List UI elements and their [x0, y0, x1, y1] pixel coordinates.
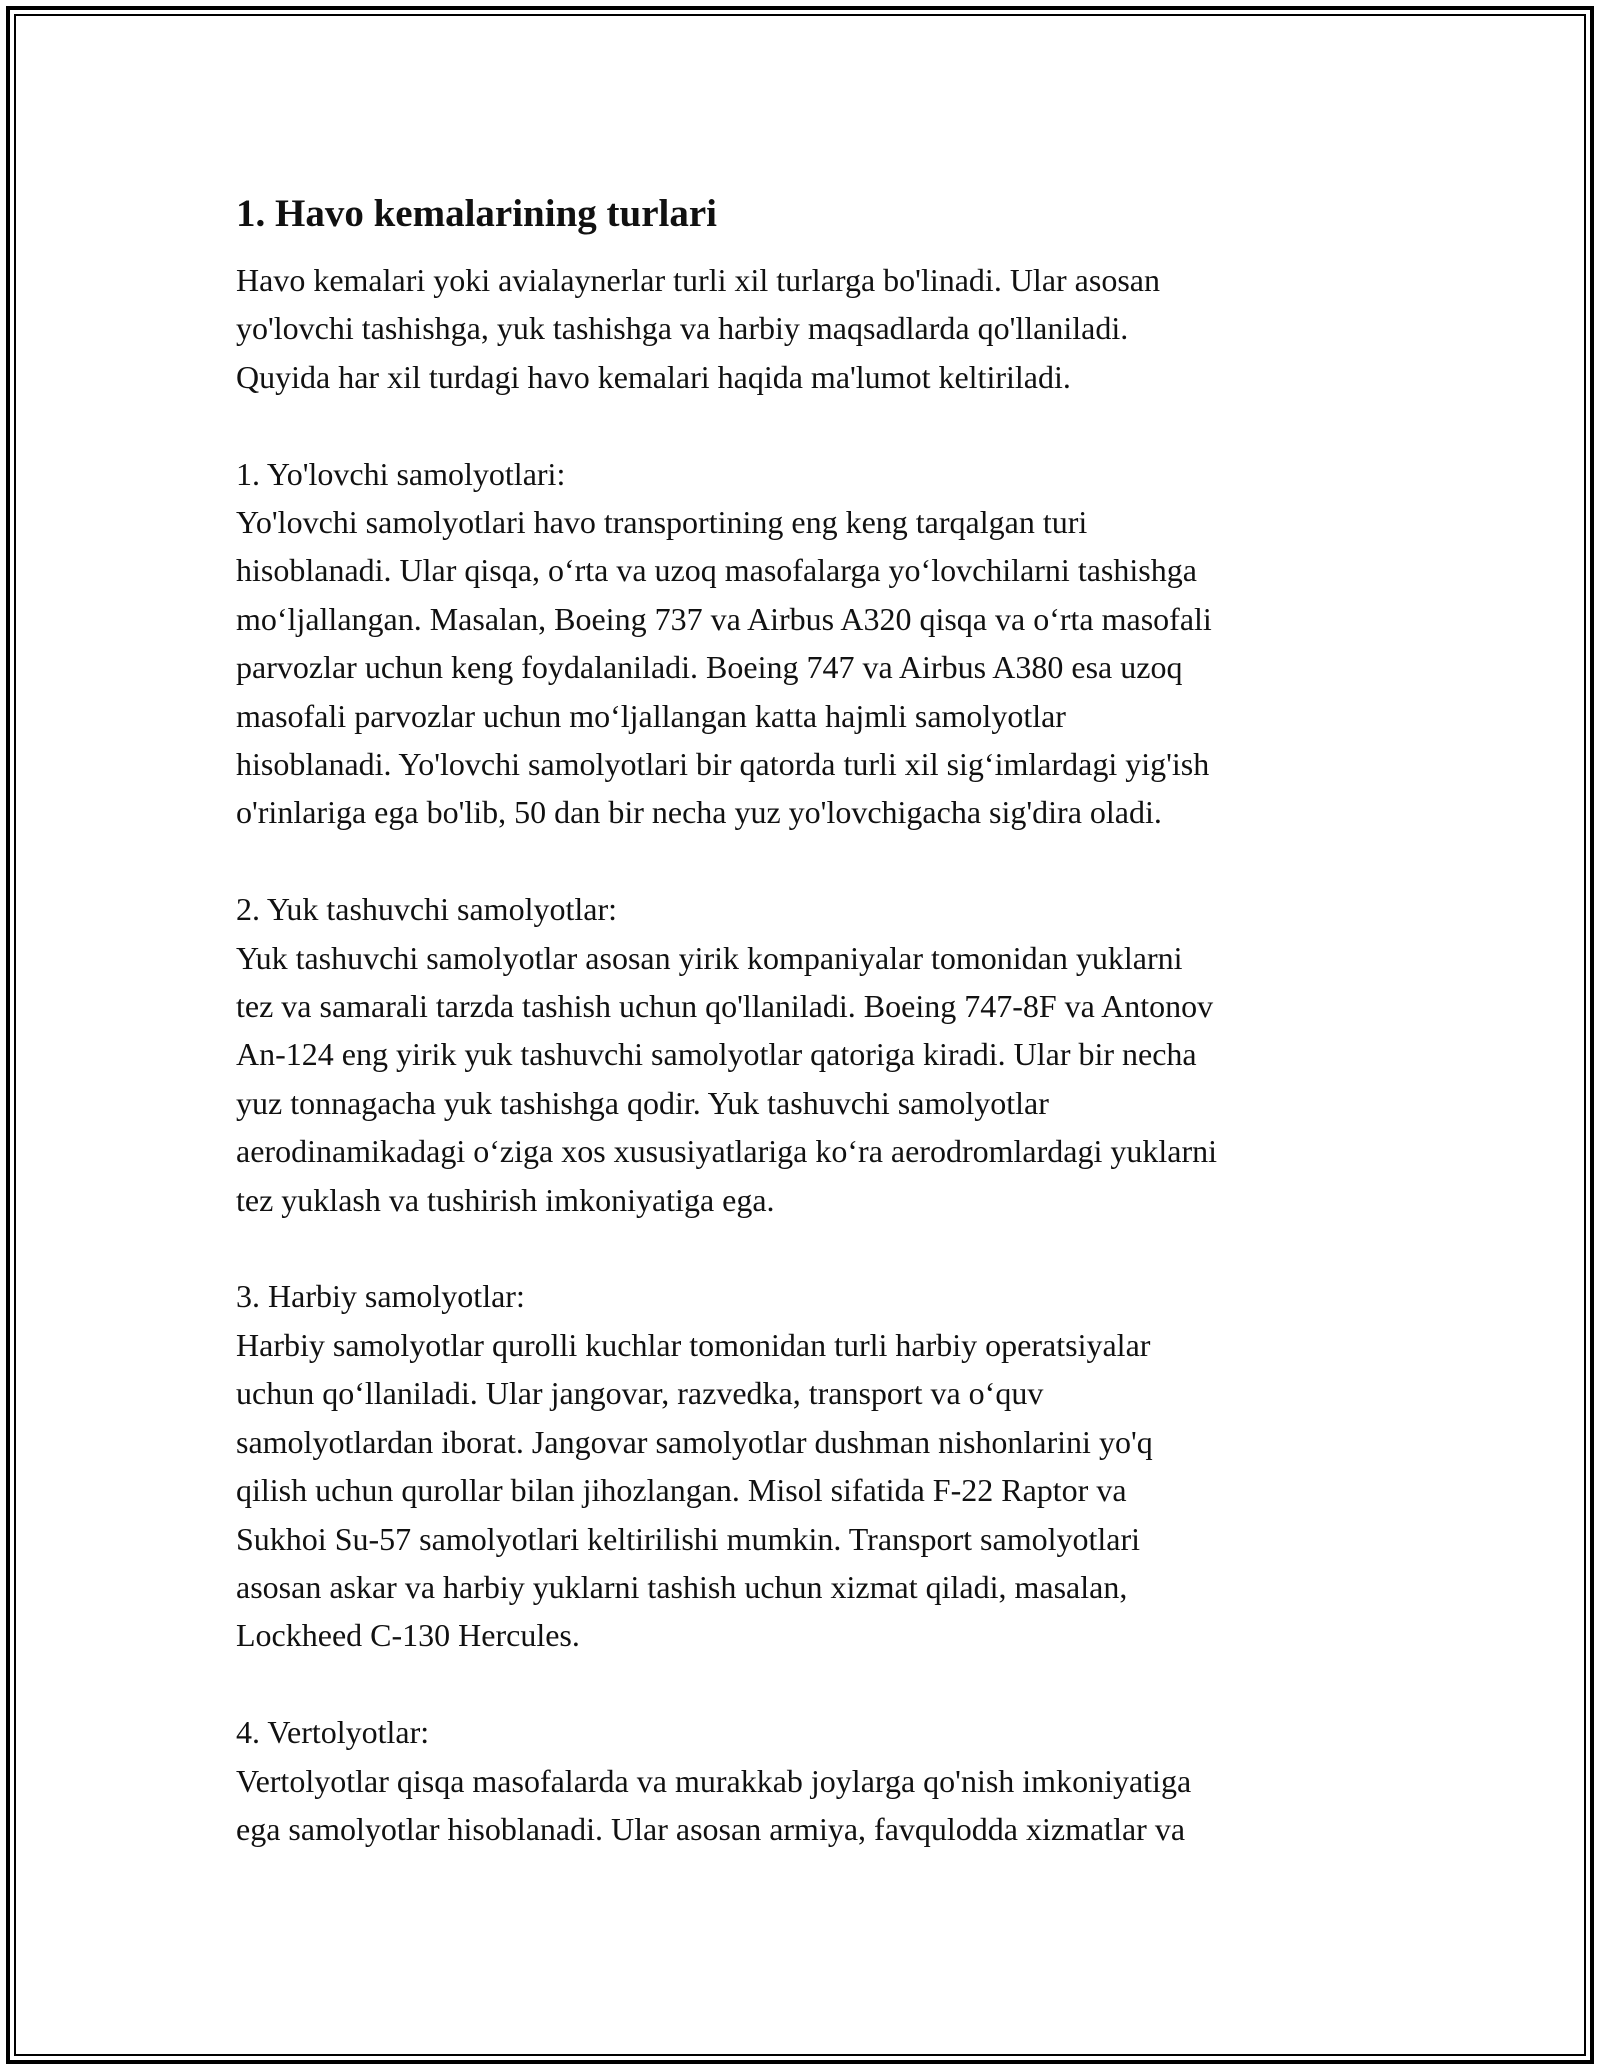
text-line: tez yuklash va tushirish imkoniyatiga ega. — [236, 1181, 775, 1218]
text-line: Sukhoi Su-57 samolyotlari keltirilishi mumkin. Transport samolyotlari — [236, 1520, 1140, 1557]
section-heading: 1. Havo kemalarining turlari — [236, 192, 717, 235]
text-line: yuz tonnagacha yuk tashishga qodir. Yuk tashuvchi samolyotlar — [236, 1084, 1049, 1121]
text-line: An-124 eng yirik yuk tashuvchi samolyotlar qatoriga kiradi. Ular bir necha — [236, 1036, 1197, 1073]
text-line: o'rinlariga ega bo'lib, 50 dan bir necha yuz yo'lovchigacha sig'dira oladi. — [236, 794, 1162, 831]
text-line: hisoblanadi. Ular qisqa, o‘rta va uzoq masofalarga yo‘lovchilarni tashishga — [236, 552, 1197, 589]
military-aircraft-paragraph — [236, 1272, 1376, 1659]
text-line: hisoblanadi. Yo'lovchi samolyotlari bir qatorda turli xil sig‘imlardagi yig'ish — [236, 746, 1210, 783]
text-line: aerodinamikadagi o‘ziga xos xususiyatlariga ko‘ra aerodromlardagi yuklarni — [236, 1133, 1217, 1170]
text-line: parvozlar uchun keng foydalaniladi. Boeing 747 va Airbus A380 esa uzoq — [236, 649, 1183, 686]
text-line: Yuk tashuvchi samolyotlar asosan yirik kompaniyalar tomonidan yuklarni — [236, 939, 1183, 976]
text-line: tez va samarali tarzda tashish uchun qo'llaniladi. Boeing 747-8F va Antonov — [236, 988, 1214, 1025]
subsection-title: 1. Yo'lovchi samolyotlari: — [236, 455, 566, 492]
text-line: asosan askar va harbiy yuklarni tashish uchun xizmat qiladi, masalan, — [236, 1568, 1128, 1605]
text-line: masofali parvozlar uchun mo‘ljallangan katta hajmli samolyotlar — [236, 697, 1066, 734]
text-line: Vertolyotlar qisqa masofalarda va murakkab joylarga qo'nish imkoniyatiga — [236, 1762, 1192, 1799]
text-line: mo‘ljallangan. Masalan, Boeing 737 va Airbus A320 qisqa va o‘rta masofali — [236, 600, 1212, 637]
text-line: uchun qo‘llaniladi. Ular jangovar, razvedka, transport va o‘quv — [236, 1375, 1044, 1412]
text-line: qilish uchun qurollar bilan jihozlangan. Misol sifatida F-22 Raptor va — [236, 1472, 1127, 1509]
helicopters-paragraph — [236, 1708, 1376, 1853]
subsection-title: 2. Yuk tashuvchi samolyotlar: — [236, 891, 617, 928]
intro-paragraph — [236, 256, 1376, 401]
text-line: Lockheed C-130 Hercules. — [236, 1617, 580, 1654]
text-line: Havo kemalari yoki avialaynerlar turli xil turlarga bo'linadi. Ular asosan — [236, 262, 1160, 298]
subsection-title: 4. Vertolyotlar: — [236, 1714, 430, 1751]
passenger-aircraft-paragraph — [236, 450, 1376, 837]
text-line: Yo'lovchi samolyotlari havo transportining eng keng tarqalgan turi — [236, 504, 1088, 541]
subsection-title: 3. Harbiy samolyotlar: — [236, 1278, 525, 1315]
text-line: Quyida har xil turdagi havo kemalari haqida ma'lumot keltiriladi. — [236, 358, 1071, 395]
text-line: samolyotlardan iborat. Jangovar samolyotlar dushman nishonlarini yo'q — [236, 1423, 1153, 1460]
text-line: ega samolyotlar hisoblanadi. Ular asosan armiya, favqulodda xizmatlar va — [236, 1810, 1186, 1847]
document-body — [236, 186, 1376, 1853]
text-line: Harbiy samolyotlar qurolli kuchlar tomonidan turli harbiy operatsiyalar — [236, 1326, 1151, 1363]
text-line: yo'lovchi tashishga, yuk tashishga va harbiy maqsadlarda qo'llaniladi. — [236, 310, 1129, 347]
cargo-aircraft-paragraph — [236, 885, 1376, 1224]
